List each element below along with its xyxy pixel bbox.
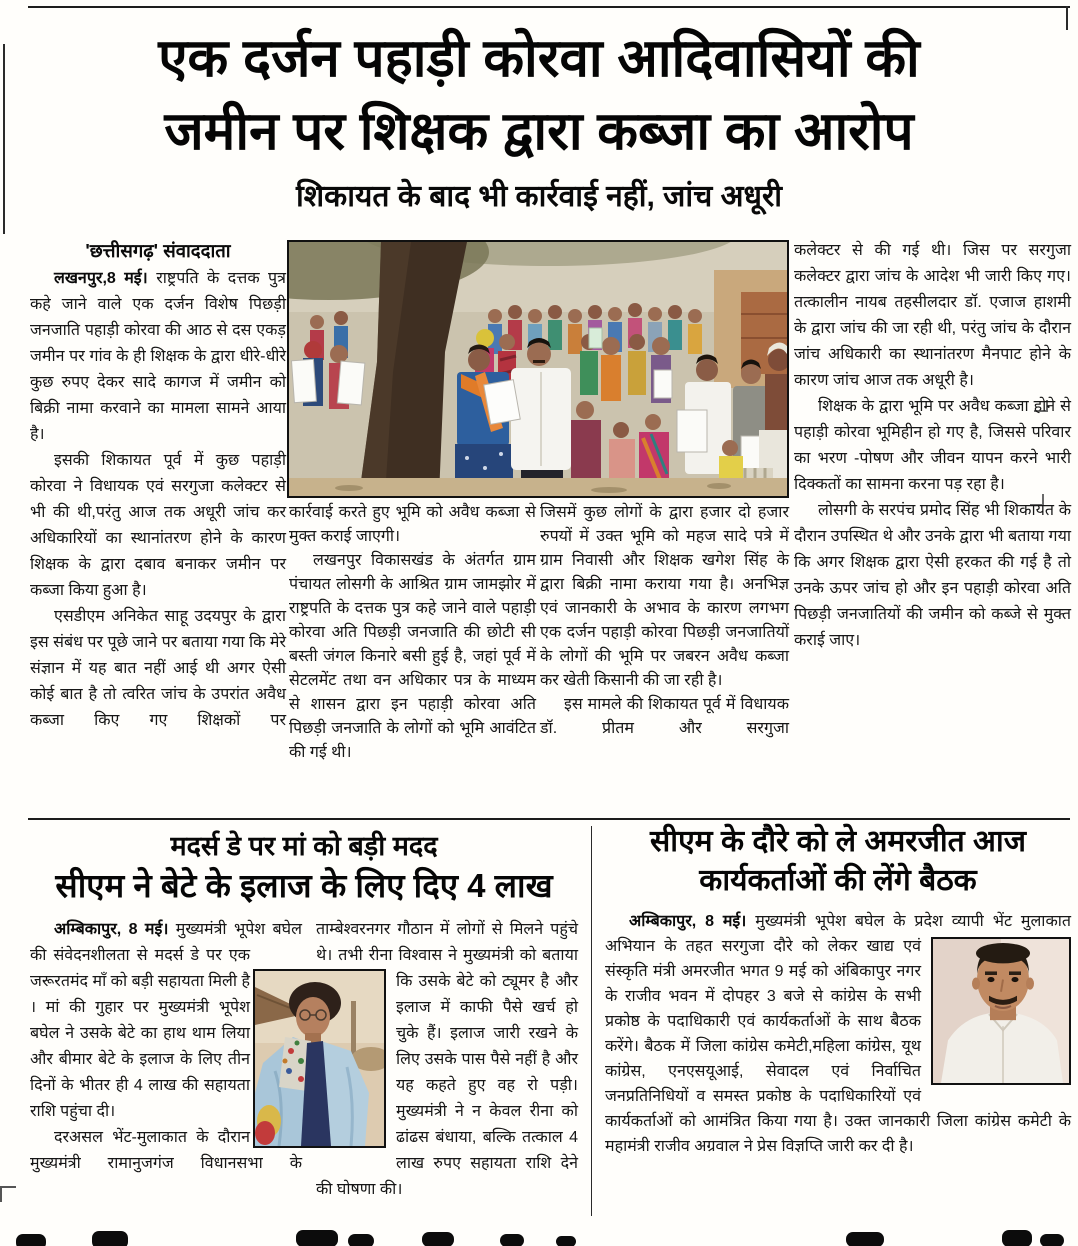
- body-text: भेंट मुलाकात अभियान के तहत सरगुजा दौरे को लेकर खाद्य एवं संस्कृति मंत्री अमरजीत भगत 9 मई को अंबिकापुर नगर के राजीव भवन में दोपहर 3 बजे से कांग्रेस के सभी प्रकोष्ठ के पदाधिकारी एवं कार्यकर्ताओं के साथ बैठक करेंगे। बैठक में जिला कांग्रेस कमेटी,महिला कांग्रेस, यूथ कांग्रेस,: [605, 913, 1071, 1080]
- dateline: लखनपुर,8 मई।: [54, 270, 148, 287]
- body-text: राष्ट्रपति के दत्तक पुत्र कहे जाने वाले एक दर्जन विशेष पिछड़ी जनजाति पहाड़ी कोरवा की आठ से दस एकड़ जमीन पर गांव के ही शिक्षक के द्वारा धीरे-धीरे कुछ रुपए देकर सादे कागज में जमीन को बिक्री नामा करवाने का मामला सामने आया है।: [30, 270, 286, 443]
- paragraph: कलेक्टर से की गई थी। जिस पर सरगुजा कलेक्टर द्वारा जांच के आदेश भी जारी किए गए।तत्कालीन नायब तहसीलदार डॉ. एजाज हाशमी के द्वारा जांच की जा रही थी, परंतु जांच के दौरान जांच अधिकारी का स्थानांतरण मैनपाट होने के कारण जांच आज तक अधूरी है।: [794, 242, 1071, 389]
- main-subheadline: शिकायत के बाद भी कार्रवाई नहीं, जांच अधूरी: [296, 180, 782, 213]
- top-right-border-tick: [1066, 6, 1068, 30]
- cm-visit-photo: [931, 937, 1071, 1085]
- paragraph: जिसमें कुछ लोगों के द्वारा हजार दो हजार रुपयों में उक्त भूमि को महज सादे पत्रे में ग्राम निवासी और शिक्षक खगेश सिंह के द्वारा बिक्री नामा कराया गया है। अनभिज्ञ एवं जानकारी के अभाव के कारण लगभग एक दर्जन पहाड़ी कोरवा पिछड़ी जनजातियों के लोगों की भूमि पर जबरन अवैध कब्जा कर खेती किसानी की जा रही है।: [540, 504, 789, 689]
- byline: 'छत्तीसगढ़' संवाददाता: [85, 240, 231, 261]
- main-article-photo: [287, 240, 789, 498]
- paragraph: इस मामले की शिकायत पूर्व में विधायक डॉ. प्रीतम और सरगुजा: [540, 696, 789, 737]
- main-headline-line2: जमीन पर शिक्षक द्वारा कब्जा का आरोप: [164, 102, 914, 161]
- section-divider-rule: [28, 818, 1070, 820]
- headline-line1: सीएम के दौरे को ले अमरजीत आज: [650, 825, 1026, 858]
- paragraph: [30, 266, 286, 448]
- scan-corner-mark: [0, 1186, 16, 1202]
- headline: [605, 822, 1071, 900]
- portrait-illustration: [933, 939, 1069, 1083]
- main-headline-line1: एक दर्जन पहाड़ी कोरवा आदिवासियों की: [158, 29, 920, 88]
- article-cm-visit: [605, 822, 1071, 1159]
- article-mothers-day: [30, 828, 578, 1198]
- paragraph: एसडीएम अनिकेत साहू उदयपुर के द्वारा इस संबंध पर पूछे जाने पर बताया गया कि मेरे संज्ञान में यह बात नहीं आई थी अगर ऐसी कोई बात है तो त्वरित जांच के उपरांत अवैध कब्जा किए गए शिक्षकों पर: [30, 608, 286, 729]
- body-text: को बताया कि उसके बेटे को ट्यूमर है और इलाज में काफी पैसे खर्च हो चुके हैं। इलाज जारी रखने के लिए उसके पास पैसे नहीं है और यह कहते हुए वह रो पड़ी। मुख्यमंत्री ने न केवल रीना को ढांढस: [396, 947, 578, 1146]
- paragraph: कार्रवाई करते हुए भूमि को अवैध कब्जा से मुक्त कराई जाएगी।: [289, 504, 536, 545]
- body-text: मुख्यमंत्री भूपेश बघेल के प्रदेश व्यापी: [755, 913, 984, 930]
- body-text: एनएसयूआई, सेवादल एवं निर्वाचित जनप्रतिनिधियों व समस्त प्रकोष्ठ के पदाधिकारियों एवं कार्यकर्ताओं को आमंत्रित किया गया है। उक्त जानकारी जिला कांग्रेस कमेटी के महामंत्री राजीव अग्रवाल ने प्रेस विज्ञप्ति जारी कर दी है।: [605, 1063, 1071, 1155]
- body-text: मुख्यमंत्री भूपेश बघेल की संवेदनशीलता से मदर्स डे पर: [30, 921, 302, 964]
- body-text: ताम्बेश्वरनगर गौठान में लोगों से मिलने पहुंचे थे। तभी रीना विश्वास ने मुख्यमंत्री: [316, 921, 578, 964]
- main-article-column-4: [794, 238, 1071, 654]
- main-article-column-2: [289, 501, 536, 765]
- main-article-column-1: [30, 238, 286, 734]
- main-article-column-3: [540, 501, 789, 741]
- headline: सीएम ने बेटे के इलाज के लिए दिए 4 लाख: [55, 867, 553, 904]
- bottom-column-rule: [591, 826, 592, 1216]
- group-photo-illustration: [289, 242, 787, 496]
- paragraph: लखनपुर विकासखंड के अंतर्गत ग्राम पंचायत लोसगी के आश्रित ग्राम जामझोर में राष्ट्रपति के दत्तक पुत्र कहे जाने वाले पहाड़ी कोरवा अति पिछड़ी जनजाति की छोटी सी बस्ती जंगल किनारे बसी हुई है, जहां पूर्व में सेटलमेंट तथा वन अधिकार पत्र के माध्यम से शासन द्वारा इन पहाड़ी कोरवा अति पिछड़ी जनजाति के लोगों को भूमि आवंटित की गई थी।: [289, 552, 536, 761]
- body-text: बंधाया, बल्कि तत्काल 4 लाख रुपए सहायता राशि देने की घोषणा की।: [316, 1129, 578, 1198]
- dateline: अम्बिकापुर, 8 मई।: [54, 921, 169, 938]
- cutoff-next-headline: [0, 1226, 1078, 1246]
- woman-photo-illustration: [255, 971, 384, 1146]
- paragraph: लोसगी के सरपंच प्रमोद सिंह भी शिकायत के दौरान उपस्थित थे और उनके द्वारा भी बताया गया कि अगर शिक्षक द्वारा ऐसी हरकत की गई है तो उनके ऊपर जांच हो और इन पहाड़ी कोरवा अति पिछड़ी जनजातियों की जमीन को कब्जे से मुक्त कराई जाए।: [794, 502, 1071, 649]
- article-body: [605, 909, 1071, 1159]
- paragraph: दरअसल भेंट-मुलाकात के दौरान मुख्यमंत्री रामानुजगंज विधानसभा के: [30, 1129, 302, 1172]
- dateline: अम्बिकापुर, 8 मई।: [629, 913, 747, 930]
- mothers-day-photo: [253, 969, 386, 1148]
- headline-line2: कार्यकर्ताओं की लेंगे बैठक: [699, 864, 977, 897]
- paragraph: शिक्षक के द्वारा भूमि पर अवैध कब्जा होने से पहाड़ी कोरवा भूमिहीन हो गए है, जिससे परिवार का भरण -पोषण और जीवन यापन करने भारी दिक्कतों का सामना करना पड़ रहा है।: [794, 398, 1071, 493]
- left-border-tick: [3, 44, 5, 234]
- top-border-rule: [28, 6, 1070, 8]
- body-text: एक जरूरतमंद माँ को बड़ी सहायता मिली है । मां की गुहार पर मुख्यमंत्री भूपेश बघेल ने उसके बेटे का हाथ थाम लिया और बीमार बेटे के इलाज के लिए तीन दिनों के भीतर ही 4 लाख की सहायता राशि पहुंचा दी।: [30, 947, 250, 1120]
- paragraph: इसकी शिकायत पूर्व में कुछ पहाड़ी कोरवा ने विधायक एवं सरगुजा कलेक्टर से भी की थी,परंतु आज तक अधूरी जांच कर अधिकारियों का स्थानांतरण होने के कारण शिक्षक के द्वारा दबाव बनाकर जमीन पर कब्जा किया हुआ है।: [30, 452, 286, 599]
- kicker: मदर्स डे पर मां को बड़ी मदद: [170, 831, 438, 861]
- main-headline: [30, 22, 1048, 168]
- paragraph: [605, 909, 1071, 1159]
